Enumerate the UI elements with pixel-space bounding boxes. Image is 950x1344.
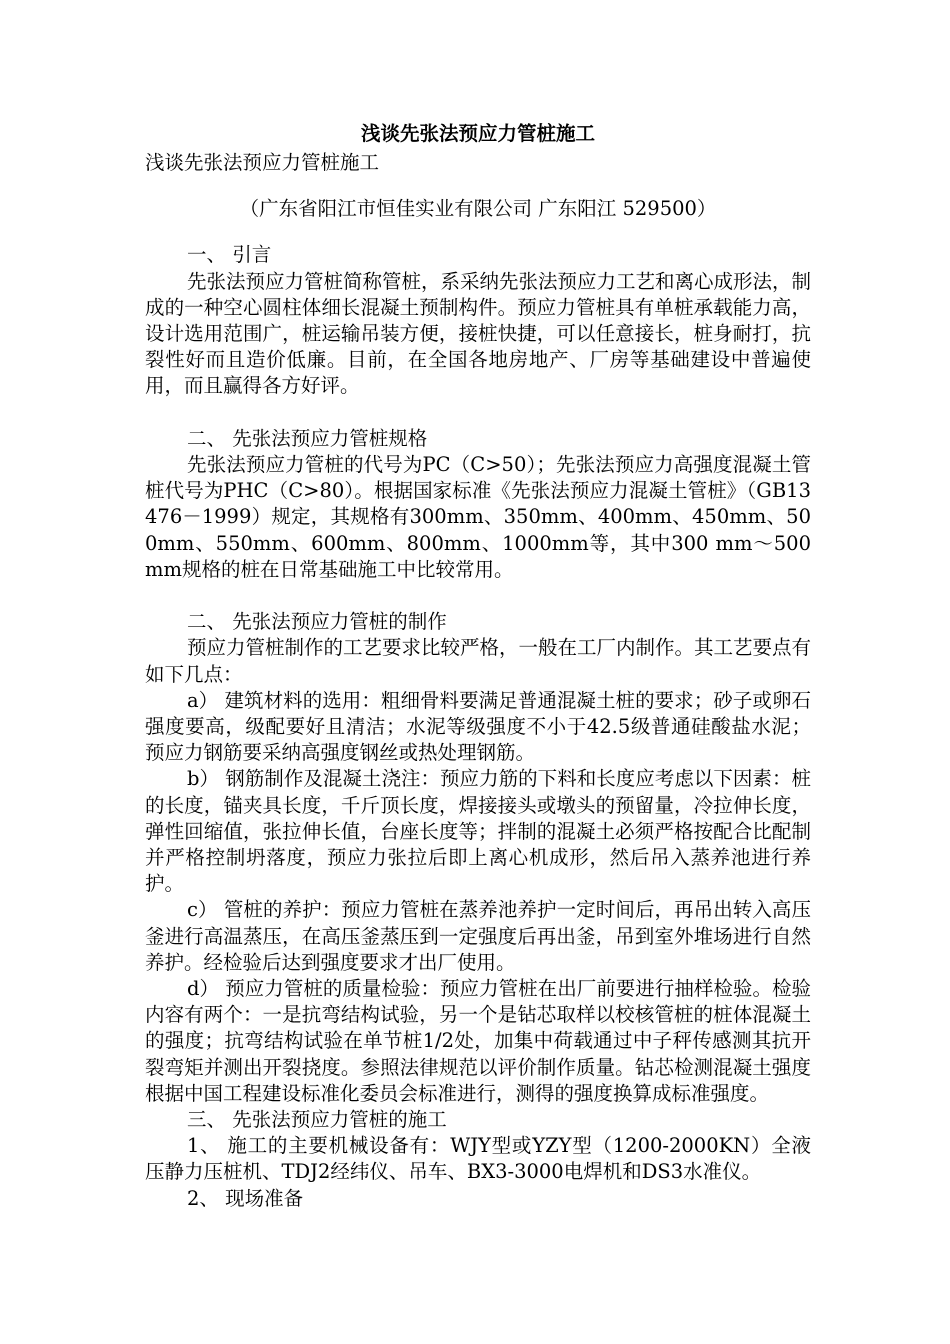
spacer — [145, 400, 811, 426]
list-item-d: d） 预应力管桩的质量检验：预应力管桩在出厂前要进行抽样检验。检验内容有两个：一是抗弯结构试验，另一个是钻芯取样以校核管桩的桩体混凝土的强度；抗弯结构试验在单节桩1/2处，加集中荷载通过中子秤传感测其抗开裂弯矩并测出开裂挠度。参照法律规范以评价制作质量。钻芯检测混凝土强度根据中国工程建设标准化委员会标准进行，测得的强度换算成标准强度。 — [145, 977, 811, 1105]
spacer — [145, 583, 811, 609]
list-item-b: b） 钢筋制作及混凝土浇注：预应力筋的下料和长度应考虑以下因素：桩的长度，锚夹具长度，千斤顶长度，焊接接头或墩头的预留量，冷拉伸长度，弹性回缩值，张拉伸长值，台座长度等；拌制的混凝土必须严格按配合比配制并严格控制坍落度，预应力张拉后即上离心机成形，然后吊入蒸养池进行养护。 — [145, 767, 811, 896]
document-page — [145, 118, 811, 1212]
list-item-c: c） 管桩的养护：预应力管桩在蒸养池养护一定时间后，再吊出转入高压釜进行高温蒸压，在高压釜蒸压到一定强度后再出釜，吊到室外堆场进行自然养护。经检验后达到强度要求才出厂使用。 — [145, 898, 811, 974]
section-heading-construction: 三、 先张法预应力管桩的施工 — [187, 1108, 447, 1132]
list-item-2: 2、 现场准备 — [187, 1186, 304, 1210]
section-heading-intro: 一、 引言 — [187, 243, 272, 267]
list-item-1: 1、 施工的主要机械设备有：WJY型或YZY型（1200-2000KN）全液压静力压桩机、TDJ2经纬仪、吊车、BX3-3000电焊机和DS3水准仪。 — [145, 1134, 811, 1184]
section-heading-manufacture: 二、 先张法预应力管桩的制作 — [187, 610, 447, 634]
document-subtitle: 浅谈先张法预应力管桩施工 — [145, 151, 380, 174]
list-item-a: a） 建筑材料的选用：粗细骨料要满足普通混凝土桩的要求；砂子或卵石强度要高，级配要好且清洁；水泥等级强度不小于42.5级普通硅酸盐水泥；预应力钢筋要采纳高强度钢丝或热处理钢筋。 — [145, 688, 811, 765]
document-title: 浅谈先张法预应力管桩施工 — [360, 122, 595, 145]
paragraph-spec: 先张法预应力管桩的代号为PC（C>50）；先张法预应力高强度混凝土管桩代号为PHC（C>80）。根据国家标准《先张法预应力混凝土管桩》（GB13476－1999）规定，其规格有300mm、350mm、400mm、450mm、500mm、550mm、600mm、800mm、1000mm等，其中300 mm～500 mm规格的桩在日常基础施工中比较常用。 — [145, 453, 811, 581]
section-heading-spec: 二、 先张法预应力管桩规格 — [187, 426, 428, 450]
author-affiliation: （广东省阳江市恒佳实业有限公司 广东阳江 529500） — [239, 197, 717, 221]
paragraph-intro: 先张法预应力管桩简称管桩，系采纳先张法预应力工艺和离心成形法，制成的一种空心圆柱体细长混凝土预制构件。预应力管桩具有单桩承载能力高，设计选用范围广，桩运输吊装方便，接桩快捷，可以任意接长，桩身耐打，抗裂性好而且造价低廉。目前，在全国各地房地产、厂房等基础建设中普遍使用，而且赢得各方好评。 — [145, 269, 812, 398]
paragraph-manufacture: 预应力管桩制作的工艺要求比较严格，一般在工厂内制作。其工艺要点有如下几点： — [145, 636, 812, 686]
